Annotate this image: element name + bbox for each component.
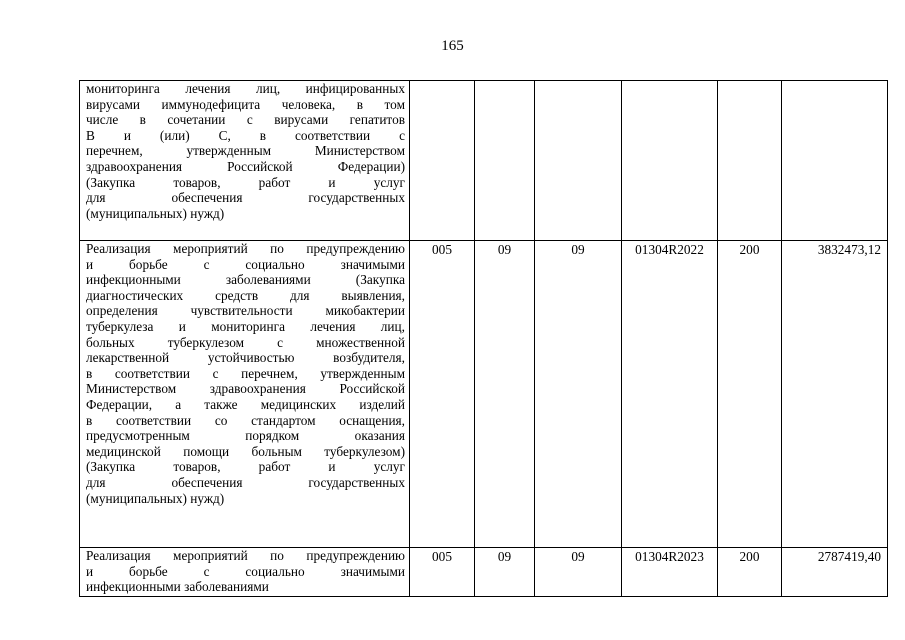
ved-code-cell bbox=[410, 81, 475, 241]
description-line: (Закупка товаров, работ и услуг bbox=[86, 459, 405, 475]
description-line: здравоохранения Российской Федерации) bbox=[86, 158, 405, 174]
description-line: (муниципальных) нужд) bbox=[86, 490, 225, 506]
target-article-cell bbox=[622, 81, 718, 241]
subsection-code-cell: 09 bbox=[535, 241, 622, 548]
amount-cell bbox=[782, 81, 888, 241]
expense-type-cell: 200 bbox=[718, 548, 782, 597]
description-line: Министерством здравоохранения Российской bbox=[86, 381, 405, 397]
row-description bbox=[80, 81, 410, 241]
description-line: Реализация мероприятий по предупреждению bbox=[86, 241, 405, 256]
expense-type-cell: 200 bbox=[718, 241, 782, 548]
description-line: и борьбе с социально значимыми bbox=[86, 256, 405, 272]
description-line: числе в сочетании с вирусами гепатитов bbox=[86, 112, 405, 128]
table-row bbox=[80, 241, 888, 548]
description-line: В и (или) С, в соответствии с bbox=[86, 127, 405, 143]
description-line: инфекционными заболеваниями bbox=[86, 579, 269, 595]
ved-code-cell: 005 bbox=[410, 548, 475, 597]
row-description bbox=[80, 548, 410, 597]
description-line: для обеспечения государственных bbox=[86, 190, 405, 206]
description-line: и борьбе с социально значимыми bbox=[86, 563, 405, 579]
ved-code-cell: 005 bbox=[410, 241, 475, 548]
description-line: в соответствии со стандартом оснащения, bbox=[86, 412, 405, 428]
section-code-cell: 09 bbox=[475, 241, 535, 548]
description-line: в соответствии с перечнем, утвержденным bbox=[86, 365, 405, 381]
target-article-cell: 01304R2023 bbox=[622, 548, 718, 597]
description-line: инфекционными заболеваниями (Закупка bbox=[86, 272, 405, 288]
description-line: больных туберкулезом с множественной bbox=[86, 334, 405, 350]
table-row bbox=[80, 548, 888, 597]
expense-type-cell bbox=[718, 81, 782, 241]
description-line: вирусами иммунодефицита человека, в том bbox=[86, 96, 405, 112]
description-line: Федерации, а также медицинских изделий bbox=[86, 396, 405, 412]
description-line: диагностических средств для выявления, bbox=[86, 287, 405, 303]
page-number: 165 bbox=[441, 38, 464, 54]
description-line: Реализация мероприятий по предупреждению bbox=[86, 548, 405, 563]
subsection-code-cell bbox=[535, 81, 622, 241]
description-line: мониторинга лечения лиц, инфицированных bbox=[86, 81, 405, 96]
description-line: (муниципальных) нужд) bbox=[86, 205, 225, 221]
description-line: для обеспечения государственных bbox=[86, 474, 405, 490]
amount-cell: 3832473,12 bbox=[782, 241, 888, 548]
budget-table bbox=[79, 80, 888, 597]
description-line: медицинской помощи больным туберкулезом) bbox=[86, 443, 405, 459]
amount-cell: 2787419,40 bbox=[782, 548, 888, 597]
description-line: лекарственной устойчивостью возбудителя, bbox=[86, 350, 405, 366]
section-code-cell bbox=[475, 81, 535, 241]
description-line: перечнем, утвержденным Министерством bbox=[86, 143, 405, 159]
section-code-cell: 09 bbox=[475, 548, 535, 597]
row-description bbox=[80, 241, 410, 548]
table-row bbox=[80, 81, 888, 241]
description-line: предусмотренным порядком оказания bbox=[86, 428, 405, 444]
description-line: (Закупка товаров, работ и услуг bbox=[86, 174, 405, 190]
target-article-cell: 01304R2022 bbox=[622, 241, 718, 548]
description-line: туберкулеза и мониторинга лечения лиц, bbox=[86, 318, 405, 334]
description-line: определения чувствительности микобактерии bbox=[86, 303, 405, 319]
subsection-code-cell: 09 bbox=[535, 548, 622, 597]
